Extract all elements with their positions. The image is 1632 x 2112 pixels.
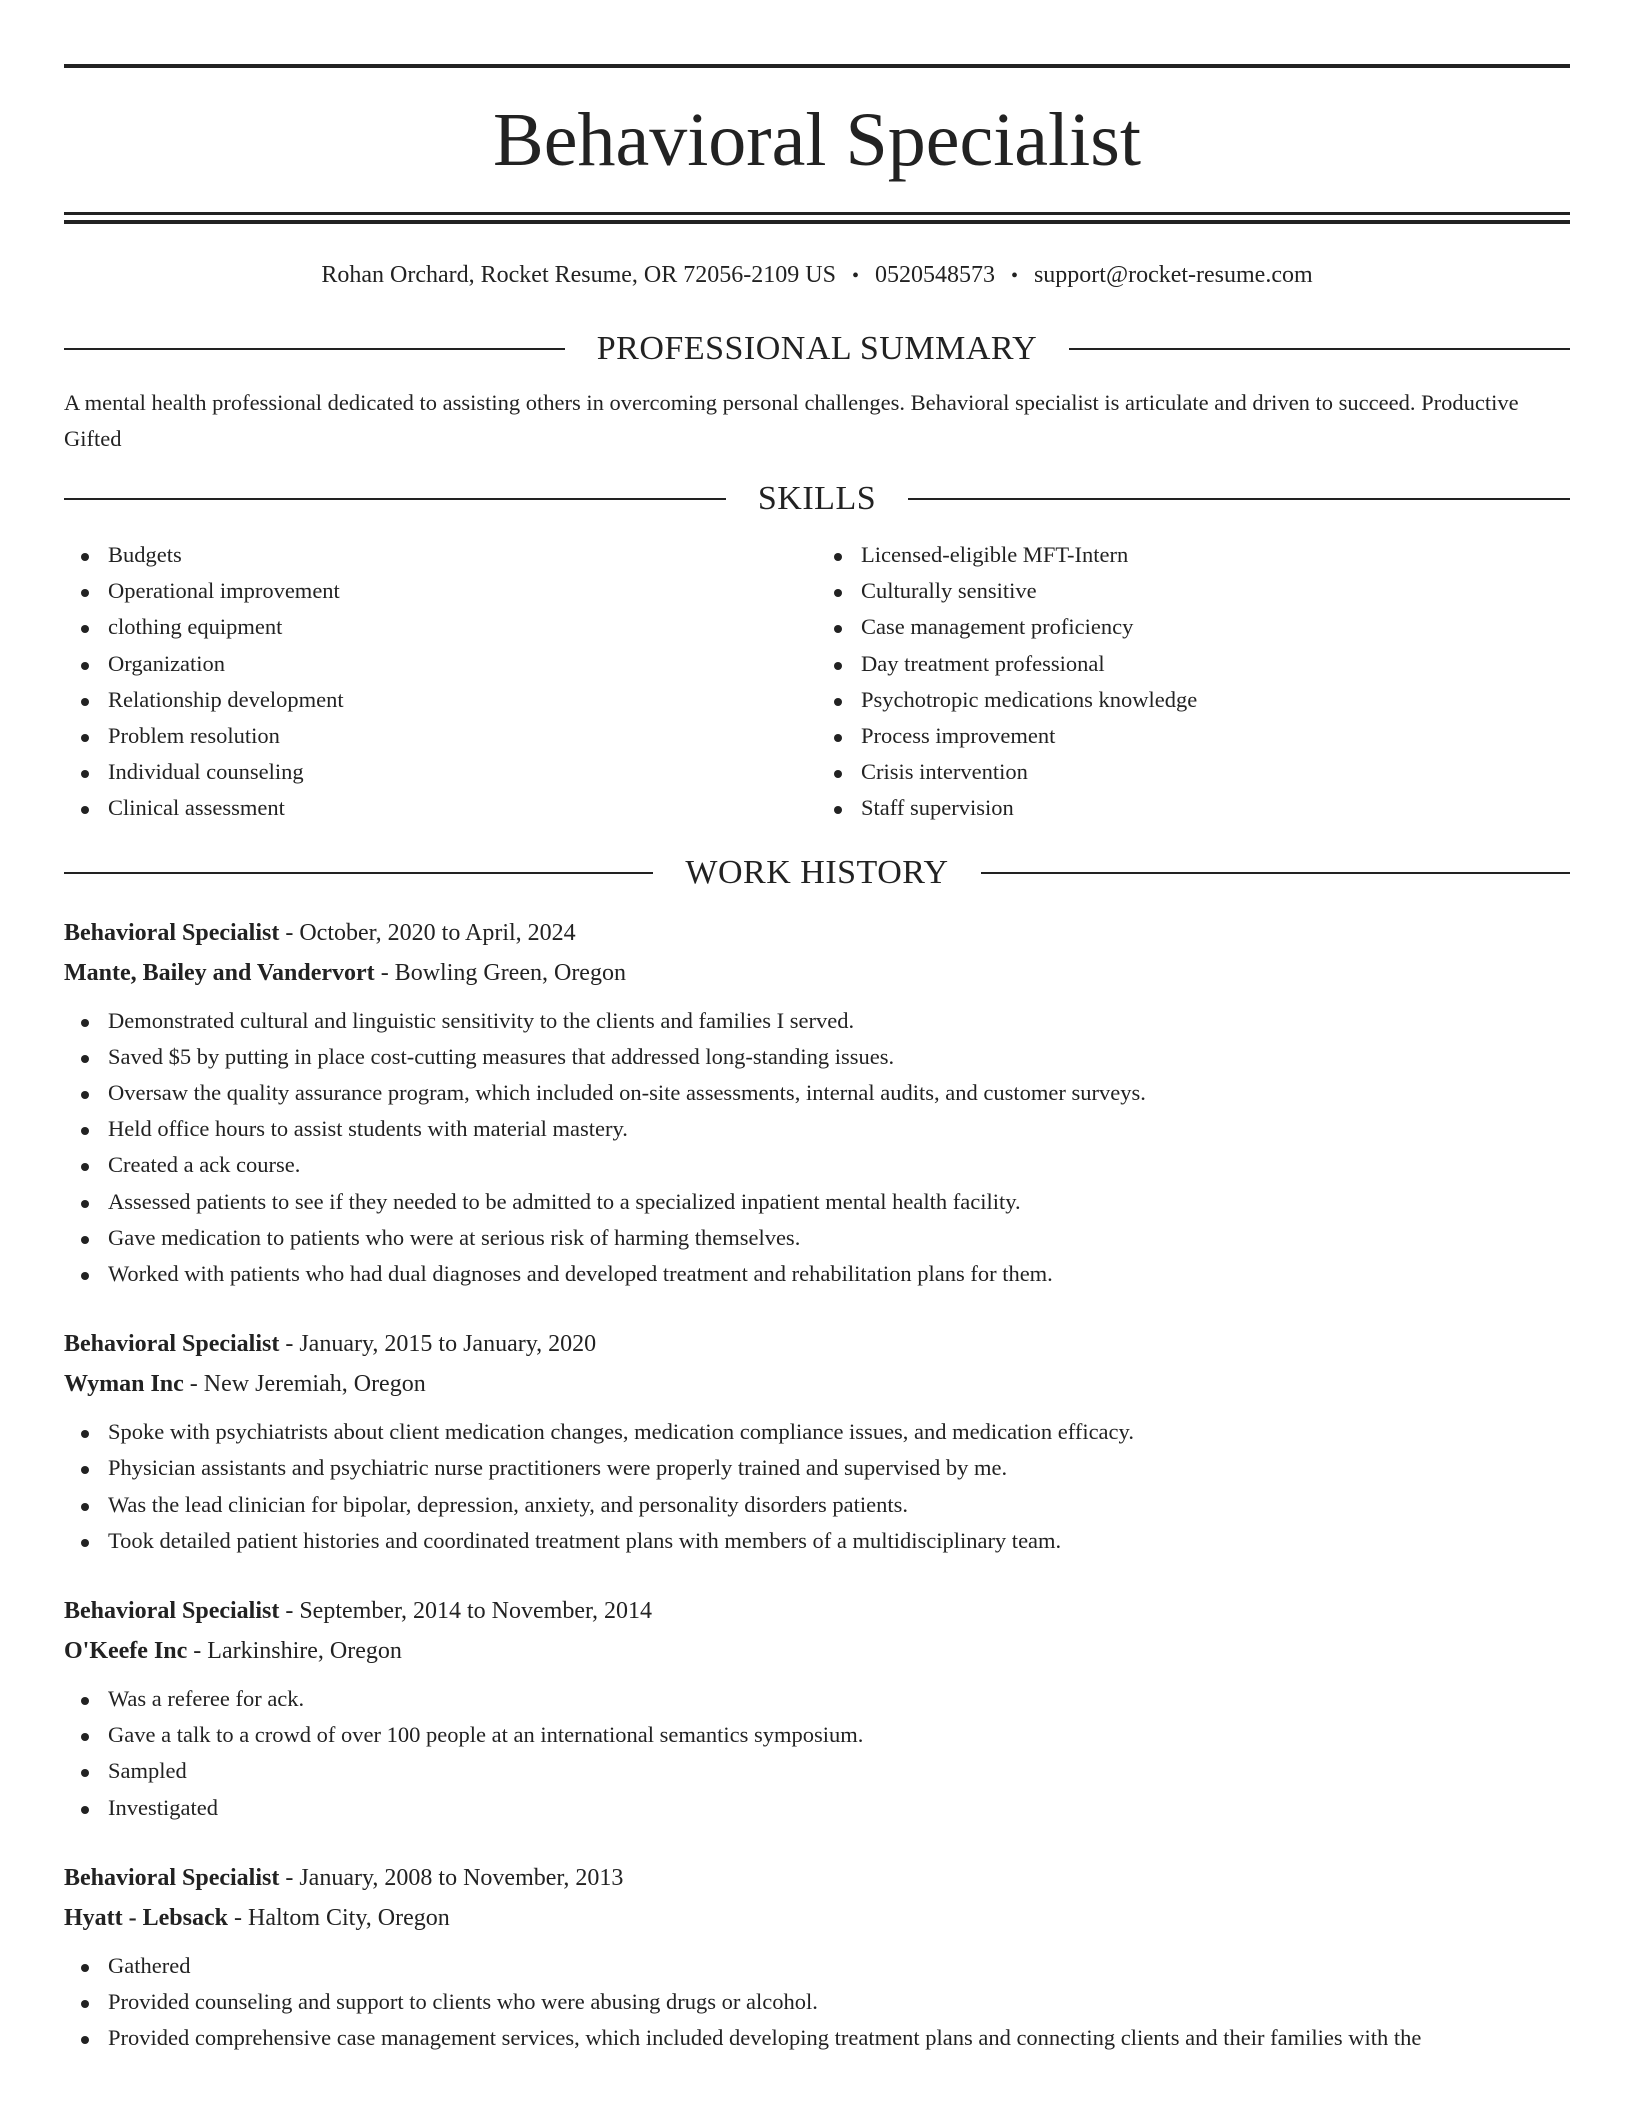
skill-item: clothing equipment (108, 609, 817, 645)
job-location: - New Jeremiah, Oregon (189, 1371, 426, 1398)
job-bullet: Saved $5 by putting in place cost-cutting measures that addressed long-standing issues. (108, 1039, 1570, 1075)
job-company-line (64, 953, 1570, 993)
job-location: - Bowling Green, Oregon (380, 959, 626, 986)
job-bullet: Spoke with psychiatrists about client medication changes, medication compliance issues, and medication efficacy. (108, 1414, 1570, 1450)
job-dates: - January, 2015 to January, 2020 (285, 1331, 597, 1358)
job-company: Hyatt - Lebsack (64, 1904, 228, 1931)
contact-email: support@rocket-resume.com (1033, 262, 1313, 288)
job-bullet: Provided comprehensive case management services, which included developing treatment plans and connecting clients and their families with the (108, 2020, 1570, 2056)
job-bullet: Physician assistants and psychiatric nurse practitioners were properly trained and supervised by me. (108, 1450, 1570, 1486)
contact-line (64, 260, 1570, 291)
skills-columns (64, 537, 1570, 827)
skill-item: Crisis intervention (861, 754, 1570, 790)
summary-heading: PROFESSIONAL SUMMARY (596, 330, 1038, 367)
job-title-line (64, 913, 1570, 953)
job-entry (64, 1324, 1570, 1559)
skill-item: Clinical assessment (108, 790, 817, 826)
skills-section-header (64, 479, 1570, 519)
skill-item: Operational improvement (108, 573, 817, 609)
section-rule (1069, 348, 1570, 350)
resume-name: Behavioral Specialist (493, 98, 1141, 182)
job-bullet: Took detailed patient histories and coordinated treatment plans with members of a multidisciplinary team. (108, 1523, 1570, 1559)
job-bullet: Gathered (108, 1948, 1570, 1984)
skill-item: Organization (108, 646, 817, 682)
job-dates: - September, 2014 to November, 2014 (285, 1598, 653, 1625)
work-section-header (64, 853, 1570, 893)
work-history-list (64, 913, 1570, 2057)
job-entry (64, 1591, 1570, 1826)
job-company: Mante, Bailey and Vandervort (64, 959, 375, 986)
job-location: - Haltom City, Oregon (234, 1904, 450, 1931)
job-entry (64, 1858, 1570, 2057)
job-location: - Larkinshire, Oregon (193, 1638, 402, 1665)
job-bullets (64, 1414, 1570, 1559)
job-bullet: Assessed patients to see if they needed to be admitted to a specialized inpatient mental health facility. (108, 1184, 1570, 1220)
section-rule (981, 872, 1570, 874)
job-bullets (64, 1681, 1570, 1826)
job-bullet: Sampled (108, 1753, 1570, 1789)
skill-item: Budgets (108, 537, 817, 573)
job-bullet: Created a ack course. (108, 1147, 1570, 1183)
top-rule (64, 64, 1570, 68)
contact-separator: • (1010, 265, 1018, 287)
job-bullet: Gave a talk to a crowd of over 100 people at an international semantics symposium. (108, 1717, 1570, 1753)
contact-phone: 0520548573 (874, 262, 995, 288)
job-company-line (64, 1898, 1570, 1938)
job-bullet: Demonstrated cultural and linguistic sensitivity to the clients and families I served. (108, 1003, 1570, 1039)
job-title: Behavioral Specialist (64, 1331, 280, 1358)
double-rule (64, 212, 1570, 224)
job-title: Behavioral Specialist (64, 1598, 280, 1625)
skill-item: Problem resolution (108, 718, 817, 754)
job-title-line (64, 1324, 1570, 1364)
skills-right-list (817, 537, 1570, 827)
job-title: Behavioral Specialist (64, 1864, 280, 1891)
skills-heading: SKILLS (757, 480, 877, 517)
job-bullet: Was the lead clinician for bipolar, depression, anxiety, and personality disorders patients. (108, 1487, 1570, 1523)
job-bullet: Oversaw the quality assurance program, which included on-site assessments, internal audits, and customer surveys. (108, 1075, 1570, 1111)
summary-text: A mental health professional dedicated to assisting others in overcoming personal challenges. Behavioral specialist is articulate and driven to succeed. Productive Gifted (64, 390, 1519, 451)
section-rule (908, 498, 1570, 500)
job-dates: - January, 2008 to November, 2013 (285, 1864, 624, 1891)
contact-separator: • (851, 265, 859, 287)
skill-item: Day treatment professional (861, 646, 1570, 682)
job-company: Wyman Inc (64, 1371, 184, 1398)
job-company: O'Keefe Inc (64, 1638, 188, 1665)
job-company-line (64, 1631, 1570, 1671)
job-bullets (64, 1948, 1570, 2057)
job-company-line (64, 1364, 1570, 1404)
skill-item: Process improvement (861, 718, 1570, 754)
skills-left-list (64, 537, 817, 827)
job-bullet: Was a referee for ack. (108, 1681, 1570, 1717)
skill-item: Case management proficiency (861, 609, 1570, 645)
job-bullet: Worked with patients who had dual diagnoses and developed treatment and rehabilitation plans for them. (108, 1256, 1570, 1292)
job-bullet: Investigated (108, 1790, 1570, 1826)
skill-item: Individual counseling (108, 754, 817, 790)
contact-address: Rohan Orchard, Rocket Resume, OR 72056-2109 US (321, 262, 836, 288)
job-bullet: Provided counseling and support to clients who were abusing drugs or alcohol. (108, 1984, 1570, 2020)
skill-item: Relationship development (108, 682, 817, 718)
section-rule (64, 348, 565, 350)
resume-page (64, 64, 1570, 2056)
section-rule (64, 872, 653, 874)
job-title: Behavioral Specialist (64, 919, 280, 946)
work-heading: WORK HISTORY (685, 853, 949, 891)
skill-item: Licensed-eligible MFT-Intern (861, 537, 1570, 573)
job-entry (64, 913, 1570, 1293)
summary-section-header (64, 329, 1570, 369)
section-rule (64, 498, 726, 500)
skill-item: Culturally sensitive (861, 573, 1570, 609)
job-bullet: Held office hours to assist students with material mastery. (108, 1111, 1570, 1147)
job-title-line (64, 1591, 1570, 1631)
skill-item: Staff supervision (861, 790, 1570, 826)
job-dates: - October, 2020 to April, 2024 (285, 919, 576, 946)
skill-item: Psychotropic medications knowledge (861, 682, 1570, 718)
job-bullet: Gave medication to patients who were at serious risk of harming themselves. (108, 1220, 1570, 1256)
job-title-line (64, 1858, 1570, 1898)
job-bullets (64, 1003, 1570, 1293)
